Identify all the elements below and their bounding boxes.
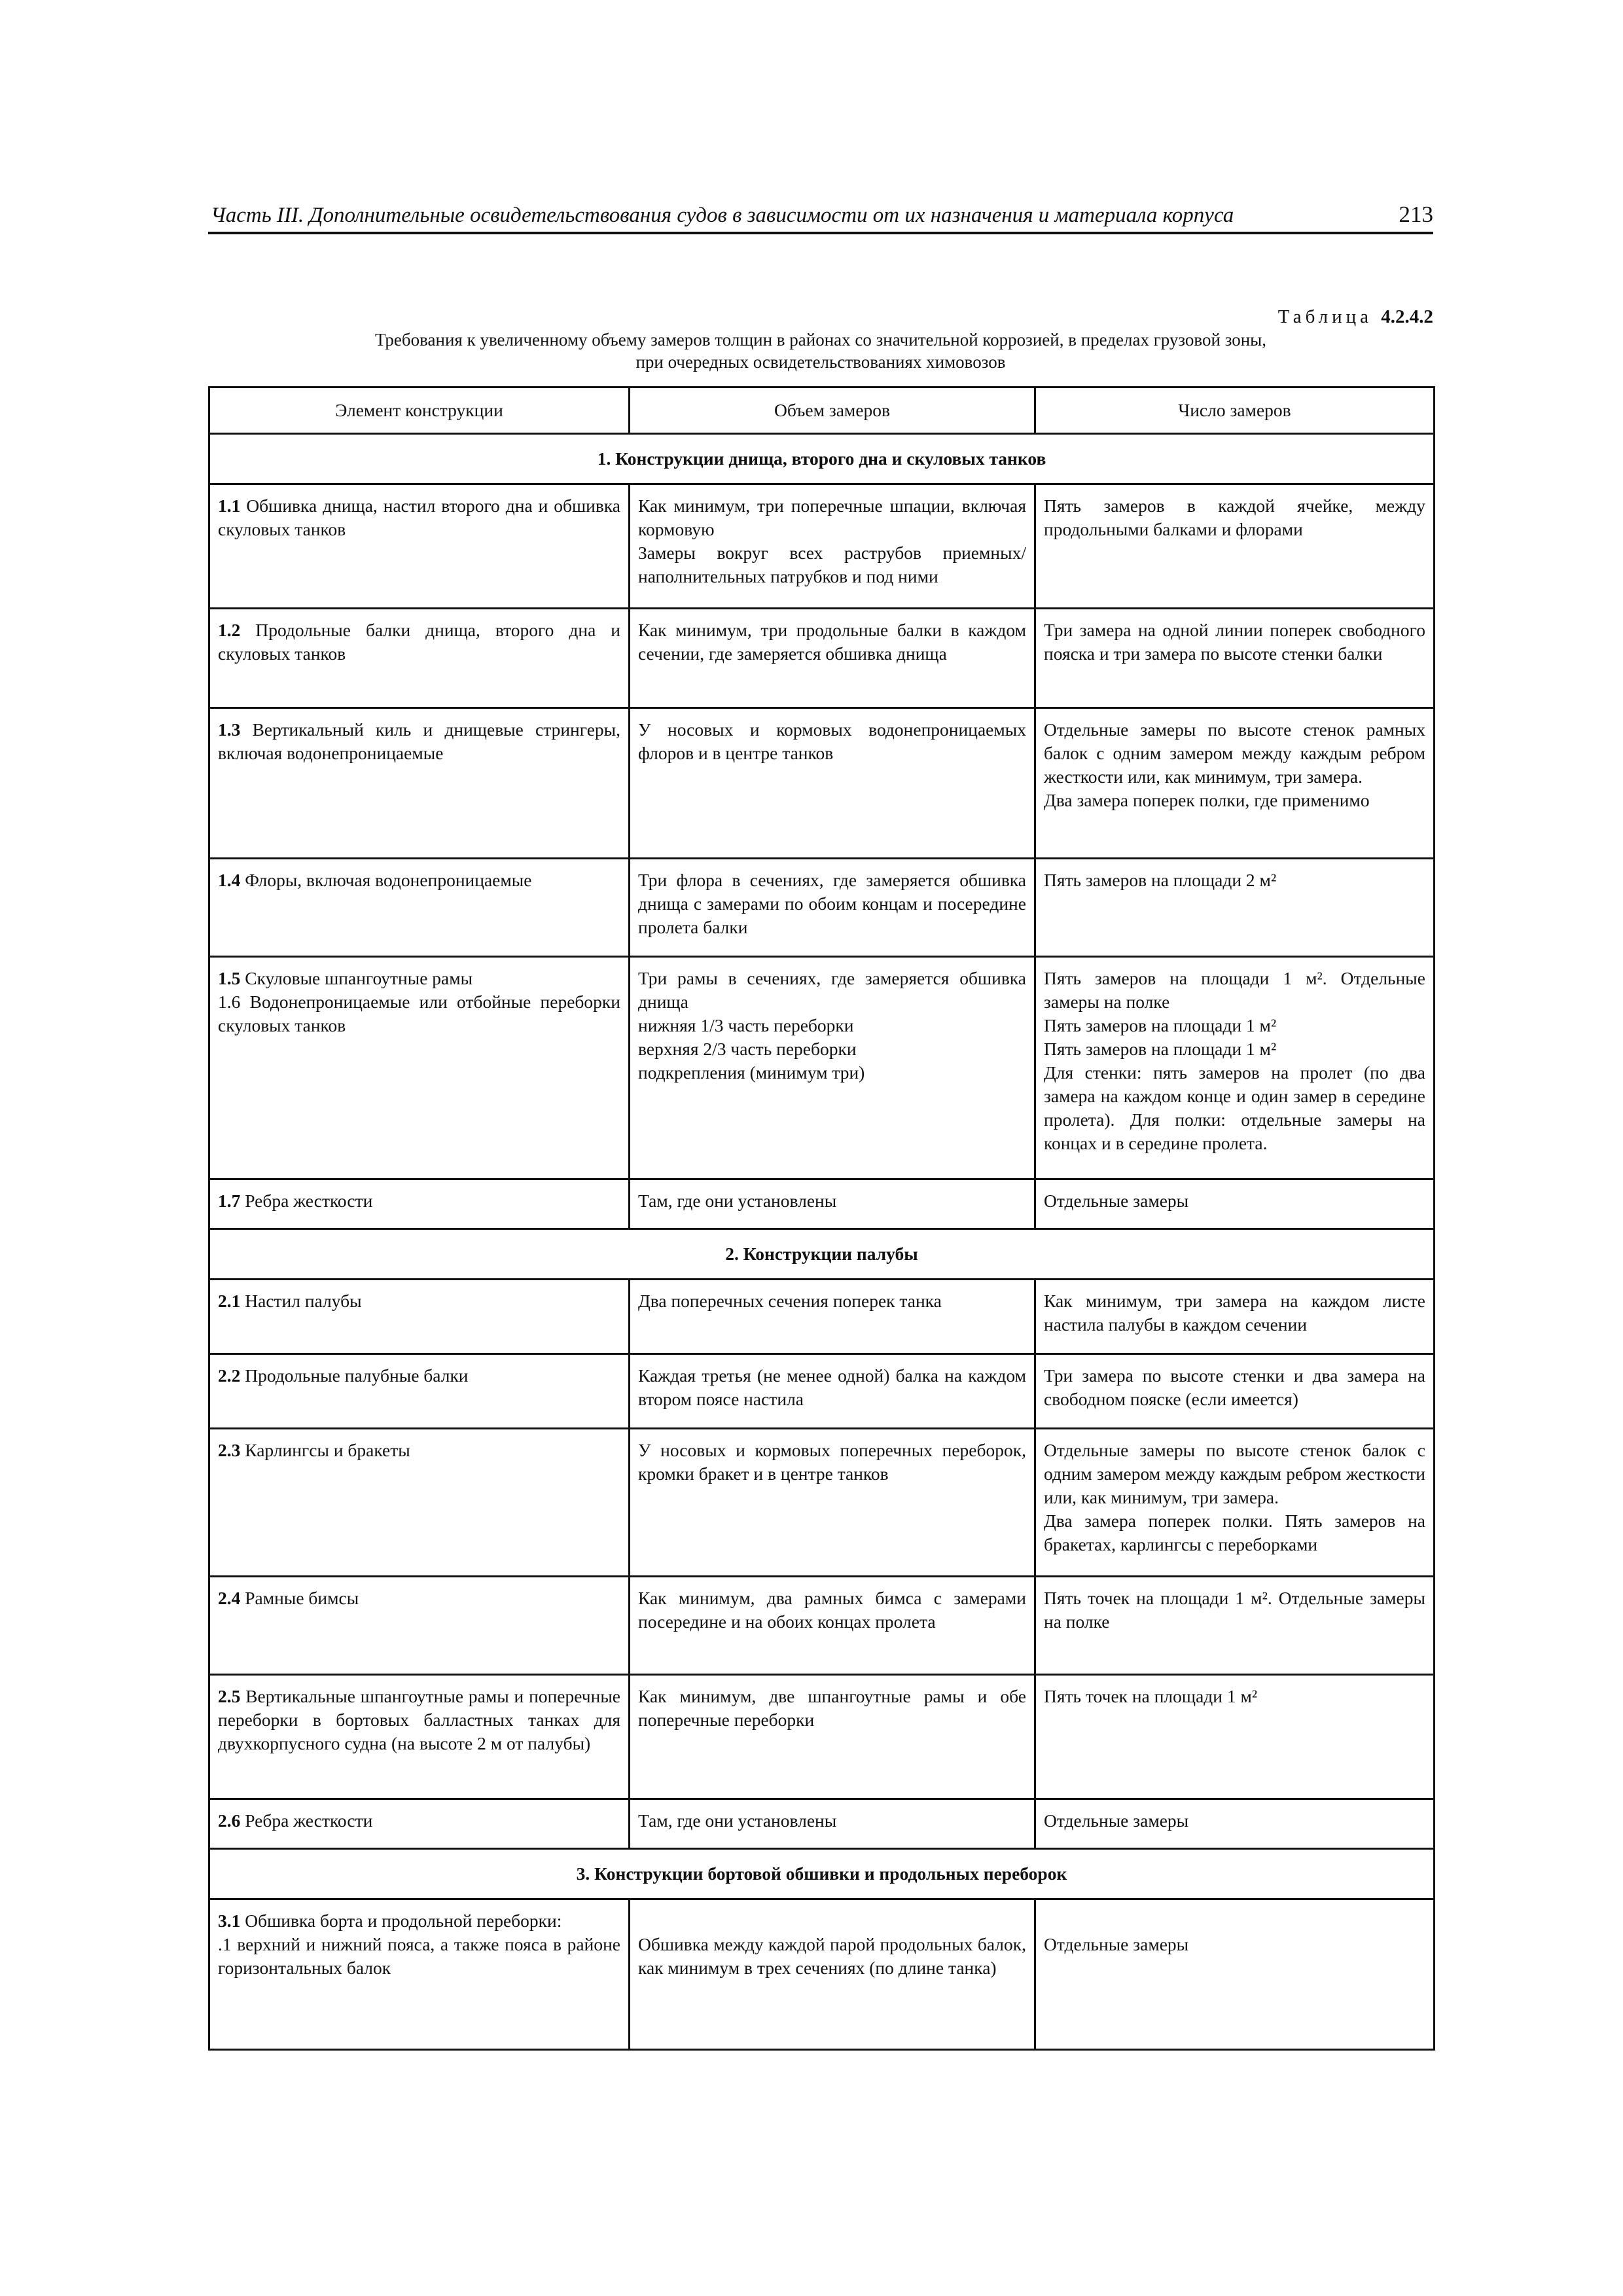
element-text: Ребра жесткости [245, 1810, 373, 1831]
scope-cell: У носовых и кормовых поперечных переборок, кромки бракет и в центре танков [630, 1429, 1035, 1577]
table-row [209, 1577, 1435, 1675]
scope-cell: Три рамы в сечениях, где замеряется обшивка днища нижняя 1/3 часть переборки верхняя 2/3 часть переборки подкрепления (минимум три) [630, 957, 1035, 1179]
section-title: 3. Конструкции бортовой обшивки и продольных переборок [209, 1849, 1435, 1899]
caption-line-1: Требования к увеличенному объему замеров толщин в районах со значительной коррозией, в пределах грузовой зоны, [374, 330, 1267, 350]
scope-cell: Там, где они установлены [630, 1799, 1035, 1849]
table-row [209, 1179, 1435, 1229]
count-cell: Пять замеров в каждой ячейке, между продольными балками и флорами [1035, 484, 1435, 609]
count-cell: Три замера по высоте стенки и два замера на свободном пояске (если имеется) [1035, 1354, 1435, 1429]
count-cell: Пять замеров на площади 2 м² [1035, 859, 1435, 957]
column-header-scope: Объем замеров [630, 387, 1035, 434]
element-cell [209, 1799, 630, 1849]
section-row [209, 434, 1435, 484]
element-cell [209, 859, 630, 957]
count-cell: Отдельные замеры [1035, 1899, 1435, 2050]
element-cell [209, 1429, 630, 1577]
table-row [209, 1429, 1435, 1577]
element-text: Скуловые шпангоутные рамы 1.6 Водонепроницаемые или отбойные переборки скуловых танков [218, 968, 620, 1035]
element-cell [209, 1354, 630, 1429]
table-row [209, 484, 1435, 609]
table-row [209, 609, 1435, 708]
scope-cell: Три флора в сечениях, где замеряется обшивка днища с замерами по обоим концам и посередине пролета балки [630, 859, 1035, 957]
caption-line-2: при очередных освидетельствованиях химовозов [635, 352, 1006, 372]
element-text: Флоры, включая водонепроницаемые [245, 870, 532, 890]
element-cell [209, 708, 630, 859]
element-cell [209, 1675, 630, 1799]
count-cell: Отдельные замеры [1035, 1799, 1435, 1849]
element-text: Продольные палубные балки [245, 1365, 469, 1386]
table-number [1278, 306, 1433, 328]
table-row [209, 1899, 1435, 2050]
scope-cell: Обшивка между каждой парой продольных балок, как минимум в трех сечениях (по длине танка) [630, 1899, 1035, 2050]
element-text: Рамные бимсы [245, 1588, 359, 1608]
section-row [209, 1229, 1435, 1280]
item-number: 1.4 [218, 870, 241, 890]
table-caption [208, 329, 1433, 373]
scope-cell: Как минимум, три поперечные шпации, включая кормовую Замеры вокруг всех раструбов приемных/наполнительных патрубков и под ними [630, 484, 1035, 609]
element-cell [209, 957, 630, 1179]
count-cell: Как минимум, три замера на каждом листе настила палубы в каждом сечении [1035, 1280, 1435, 1354]
count-cell: Пять точек на площади 1 м² [1035, 1675, 1435, 1799]
count-cell: Отдельные замеры по высоте стенок рамных балок с одним замером между каждым ребром жесткости или, как минимум, три замера. Два замера поперек полки, где применимо [1035, 708, 1435, 859]
column-header-count: Число замеров [1035, 387, 1435, 434]
table-row [209, 1280, 1435, 1354]
scope-cell: Там, где они установлены [630, 1179, 1035, 1229]
table-header [209, 387, 1435, 434]
scope-cell: Как минимум, два рамных бимса с замерами посередине и на обоих концах пролета [630, 1577, 1035, 1675]
item-number: 1.3 [218, 719, 241, 740]
running-title: Часть III. Дополнительные освидетельствования судов в зависимости от их назначения и материала корпуса [211, 204, 1234, 227]
element-cell [209, 1280, 630, 1354]
item-number: 2.2 [218, 1365, 241, 1386]
section-title: 1. Конструкции днища, второго дна и скуловых танков [209, 434, 1435, 484]
element-text: Ребра жесткости [245, 1191, 373, 1211]
element-text: Вертикальный киль и днищевые стрингеры, включая водонепроницаемые [218, 719, 620, 763]
column-header-row [209, 387, 1435, 434]
item-number: 2.6 [218, 1810, 241, 1831]
page-number: 213 [1399, 202, 1433, 227]
element-text: Обшивка днища, настил второго дна и обшивка скуловых танков [218, 495, 620, 539]
scope-cell: Два поперечных сечения поперек танка [630, 1280, 1035, 1354]
item-number: 2.4 [218, 1588, 241, 1608]
item-number: 1.2 [218, 620, 241, 640]
item-number: 2.3 [218, 1440, 241, 1460]
table-row [209, 957, 1435, 1179]
scope-cell: У носовых и кормовых водонепроницаемых флоров и в центре танков [630, 708, 1035, 859]
scope-cell: Каждая третья (не менее одной) балка на каждом втором поясе настила [630, 1354, 1035, 1429]
count-cell: Три замера на одной линии поперек свободного пояска и три замера по высоте стенки балки [1035, 609, 1435, 708]
element-text: Обшивка борта и продольной переборки: .1 верхний и нижний пояса, а также пояса в районе горизонтальных балок [218, 1910, 620, 1978]
item-number: 1.7 [218, 1191, 241, 1211]
element-text: Настил палубы [245, 1291, 362, 1311]
element-cell [209, 1179, 630, 1229]
element-cell [209, 609, 630, 708]
scope-cell: Как минимум, три продольные балки в каждом сечении, где замеряется обшивка днища [630, 609, 1035, 708]
count-cell: Пять замеров на площади 1 м². Отдельные замеры на полке Пять замеров на площади 1 м² Пять замеров на площади 1 м² Для стенки: пять замеров на пролет (по два замера на каждом конце и один замер в середине пролета). Для полки: отдельные замеры на концах и в середине пролета. [1035, 957, 1435, 1179]
item-number: 2.5 [218, 1686, 241, 1706]
page-header [208, 196, 1433, 234]
item-number: 2.1 [218, 1291, 241, 1311]
item-number: 1.5 [218, 968, 241, 988]
requirements-table [208, 386, 1435, 2051]
table-row [209, 1675, 1435, 1799]
element-text: Вертикальные шпангоутные рамы и поперечные переборки в бортовых балластных танках для двухкорпусного судна (на высоте 2 м от палубы) [218, 1686, 621, 1753]
element-text: Карлингсы и бракеты [245, 1440, 410, 1460]
section-title: 2. Конструкции палубы [209, 1229, 1435, 1280]
element-cell [209, 1899, 630, 2050]
table-label: Таблица [1277, 306, 1372, 327]
table-body [209, 434, 1435, 2050]
table-row [209, 708, 1435, 859]
count-cell: Пять точек на площади 1 м². Отдельные замеры на полке [1035, 1577, 1435, 1675]
table-row [209, 859, 1435, 957]
item-number: 3.1 [218, 1910, 241, 1931]
element-cell [209, 484, 630, 609]
table-row [209, 1354, 1435, 1429]
section-row [209, 1849, 1435, 1899]
table-row [209, 1799, 1435, 1849]
column-header-element: Элемент конструкции [209, 387, 630, 434]
element-cell [209, 1577, 630, 1675]
count-cell: Отдельные замеры по высоте стенок балок с одним замером между каждым ребром жесткости или, как минимум, три замера. Два замера поперек полки. Пять замеров на бракетах, карлингсы с переборками [1035, 1429, 1435, 1577]
element-text: Продольные балки днища, второго дна и скуловых танков [218, 620, 620, 664]
count-cell: Отдельные замеры [1035, 1179, 1435, 1229]
item-number: 1.1 [218, 495, 241, 516]
scope-cell: Как минимум, две шпангоутные рамы и обе поперечные переборки [630, 1675, 1035, 1799]
table-number-value: 4.2.4.2 [1381, 306, 1433, 327]
